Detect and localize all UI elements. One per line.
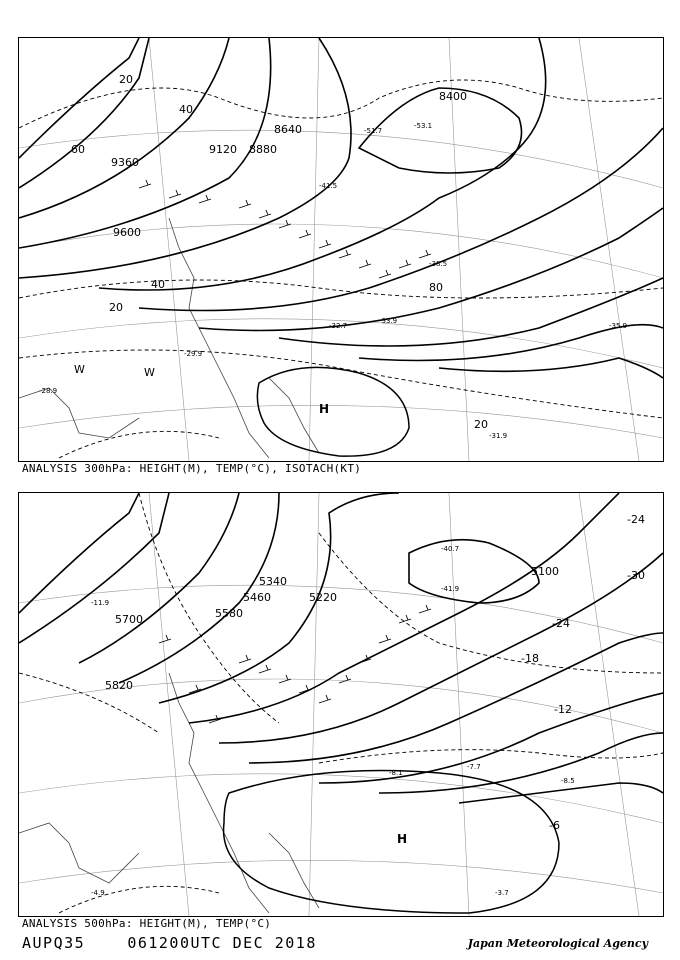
map-300hpa	[18, 37, 664, 462]
height-label-8400: 8400	[439, 90, 467, 103]
height-contours	[19, 493, 663, 803]
chart-datetime: 061200UTC DEC 2018	[127, 934, 317, 952]
wind-marker: W	[144, 366, 155, 379]
temp-label: -51.7	[364, 127, 383, 135]
temp-label: -41.5	[319, 182, 338, 190]
isotach-label: 40	[179, 103, 193, 116]
isotach-label: 20	[474, 418, 488, 431]
isotach-label: 80	[429, 281, 443, 294]
chart-code-datetime	[22, 934, 317, 952]
station-label: -3.7	[495, 889, 509, 897]
station-label: -4.9	[91, 889, 105, 897]
station-label: -40.7	[441, 545, 460, 553]
coastline	[19, 673, 319, 913]
station-label: -7.7	[467, 763, 481, 771]
temp-label: -38.5	[429, 260, 448, 268]
station-label: -11.9	[91, 599, 110, 607]
temp-label: -32.7	[329, 322, 348, 330]
height-label-5100: 5100	[531, 565, 559, 578]
isotherm-label: -24	[627, 513, 645, 526]
isotach-lines	[19, 80, 663, 458]
isotach-label: 40	[151, 278, 165, 291]
high-pressure-marker: H	[319, 402, 330, 416]
station-label: -41.9	[441, 585, 460, 593]
temp-label: -28.9	[39, 387, 58, 395]
high-contour	[257, 367, 409, 456]
wind-barbs	[159, 605, 431, 723]
station-label: -8.5	[561, 777, 575, 785]
caption-500hpa: ANALYSIS 500hPa: HEIGHT(M), TEMP(°C)	[22, 917, 272, 930]
high-contour	[224, 771, 559, 914]
temp-label: -31.9	[489, 432, 508, 440]
caption-300hpa: ANALYSIS 300hPa: HEIGHT(M), TEMP(°C), ISOTACH(KT)	[22, 462, 362, 475]
height-label-5580: 5580	[215, 607, 243, 620]
map-500hpa	[18, 492, 664, 917]
temp-label: -33.9	[379, 317, 398, 325]
height-label-8880: 8880	[249, 143, 277, 156]
height-label-5220: 5220	[309, 591, 337, 604]
isotherm-label: -30	[627, 569, 645, 582]
coastline	[19, 218, 319, 458]
height-label-8640: 8640	[274, 123, 302, 136]
height-label-5700: 5700	[115, 613, 143, 626]
isotherm-label: -12	[554, 703, 572, 716]
high-pressure-marker: H	[397, 832, 408, 846]
chart-code: AUPQ35	[22, 934, 86, 952]
height-label-9600: 9600	[113, 226, 141, 239]
map-500hpa-canvas	[19, 493, 663, 916]
height-label-5460: 5460	[243, 591, 271, 604]
isotach-label: 60	[71, 143, 85, 156]
isotherm-label: -18	[521, 652, 539, 665]
height-label-5820: 5820	[105, 679, 133, 692]
height-label-9120: 9120	[209, 143, 237, 156]
wind-marker: W	[74, 363, 85, 376]
height-label-9360: 9360	[111, 156, 139, 169]
isotherm-label: -24	[552, 617, 570, 630]
temp-label: -29.9	[184, 350, 203, 358]
map-300hpa-canvas	[19, 38, 663, 461]
temp-label: -53.1	[414, 122, 433, 130]
isotach-label: 20	[109, 301, 123, 314]
isotach-label: 20	[119, 73, 133, 86]
isotherm-label: -6	[549, 819, 560, 832]
height-label-5340: 5340	[259, 575, 287, 588]
station-label: -8.1	[389, 769, 403, 777]
temp-label: -35.9	[609, 322, 628, 330]
agency-name: Japan Meteorological Agency	[467, 937, 648, 950]
